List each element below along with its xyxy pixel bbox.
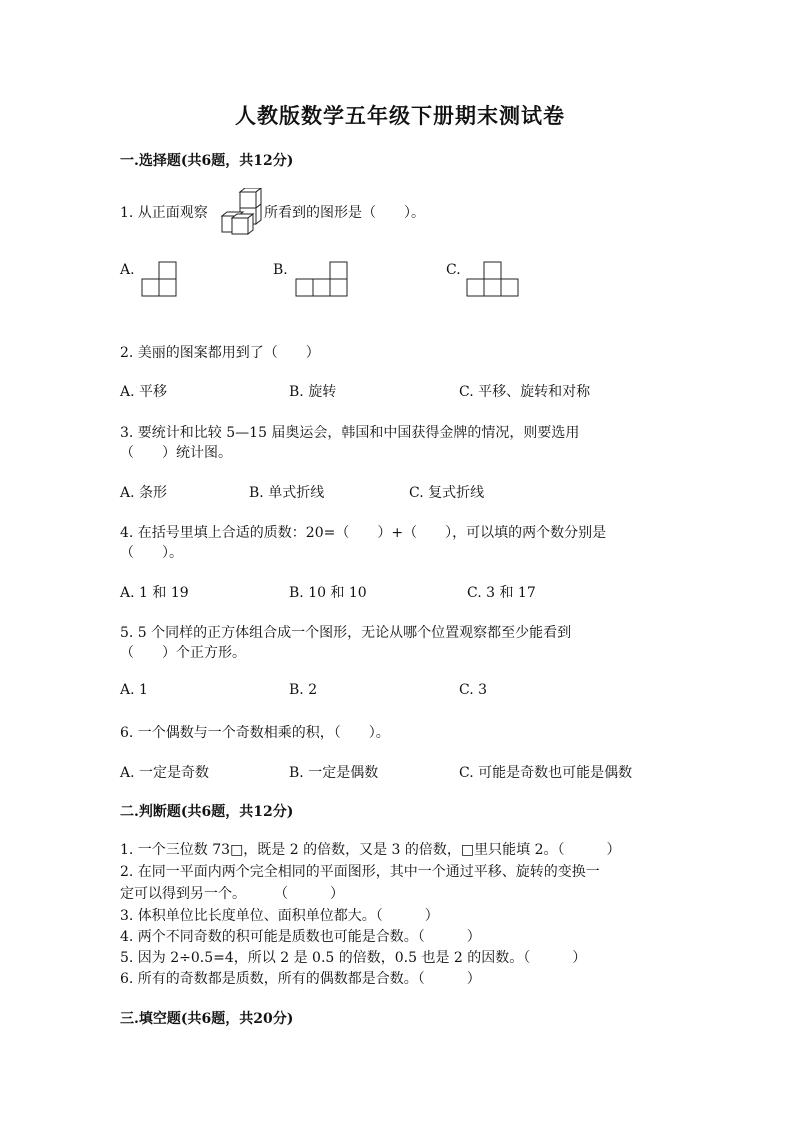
- judgement-item: 5. 因为 2÷0.5=4，所以 2 是 0.5 的倍数，0.5 也是 2 的因数。（ ）: [120, 950, 587, 966]
- q4-option-c: C. 3 和 17: [467, 585, 536, 601]
- cube-front-face: [240, 192, 256, 208]
- cube-stack-figure: [218, 188, 264, 238]
- cube-front-face: [232, 218, 248, 234]
- q1-option-b-label: B.: [273, 262, 288, 278]
- page-title: 人教版数学五年级下册期末测试卷: [235, 103, 565, 128]
- judgement-item: 2. 在同一平面内两个完全相同的平面图形，其中一个通过平移、旋转的变换一: [120, 864, 600, 880]
- q1-option-a-label: A.: [120, 262, 135, 278]
- q1-stem-after: 所看到的图形是（ ）。: [264, 205, 425, 221]
- judgement-item: 定可以得到另一个。 （ ）: [120, 886, 344, 902]
- q1-option-c-figure: [465, 261, 521, 298]
- q3-option-a: A. 条形: [120, 485, 168, 501]
- q1-option-c-label: C.: [446, 262, 461, 278]
- q3-stem-line1: 3. 要统计和比较 5—15 届奥运会，韩国和中国获得金牌的情况，则要选用: [120, 425, 580, 441]
- q4-option-b: B. 10 和 10: [289, 585, 367, 601]
- q6-stem: 6. 一个偶数与一个奇数相乘的积，（ ）。: [120, 725, 390, 741]
- q3-option-b: B. 单式折线: [249, 485, 325, 501]
- q4-stem-line2: （ ）。: [120, 545, 183, 561]
- q1-stem-before: 1. 从正面观察: [120, 205, 208, 221]
- q6-option-b: B. 一定是偶数: [289, 765, 379, 781]
- judgement-item: 1. 一个三位数 73□，既是 2 的倍数，又是 3 的倍数，□里只能填 2。（ ）: [120, 842, 621, 858]
- q2-stem: 2. 美丽的图案都用到了（ ）: [120, 345, 320, 361]
- q3-option-c: C. 复式折线: [409, 485, 485, 501]
- q6-option-a: A. 一定是奇数: [120, 765, 210, 781]
- judgement-item: 4. 两个不同奇数的积可能是质数也可能是合数。（ ）: [120, 929, 481, 945]
- q5-stem-line2: （ ）个正方形。: [120, 645, 246, 661]
- section-heading-fill-in: 三.填空题(共6题，共20分): [120, 1011, 294, 1027]
- q6-option-c: C. 可能是奇数也可能是偶数: [459, 765, 633, 781]
- q2-option-c: C. 平移、旋转和对称: [459, 384, 591, 400]
- q3-stem-line2: （ ）统计图。: [120, 445, 232, 461]
- judgement-item: 6. 所有的奇数都是质数，所有的偶数都是合数。（ ）: [120, 971, 481, 987]
- q5-option-c: C. 3: [459, 682, 488, 698]
- q2-option-a: A. 平移: [120, 384, 168, 400]
- q1-option-a-figure: [140, 261, 178, 298]
- q5-option-b: B. 2: [289, 682, 318, 698]
- q4-stem-line1: 4. 在括号里填上合适的质数：20=（ ）+（ ），可以填的两个数分别是: [120, 525, 607, 541]
- q2-option-b: B. 旋转: [289, 384, 337, 400]
- q5-stem-line1: 5. 5 个同样的正方体组合成一个图形，无论从哪个位置观察都至少能看到: [120, 625, 572, 641]
- q1-option-b-figure: [294, 261, 350, 298]
- judgement-item: 3. 体积单位比长度单位、面积单位都大。（ ）: [120, 908, 439, 924]
- q5-option-a: A. 1: [120, 682, 148, 698]
- q4-option-a: A. 1 和 19: [120, 585, 189, 601]
- section-heading-judgement: 二.判断题(共6题，共12分): [120, 804, 294, 820]
- cube-side-face: [248, 214, 253, 234]
- cube-side-face: [256, 204, 261, 224]
- section-heading-choice: 一.选择题(共6题，共12分): [120, 153, 294, 169]
